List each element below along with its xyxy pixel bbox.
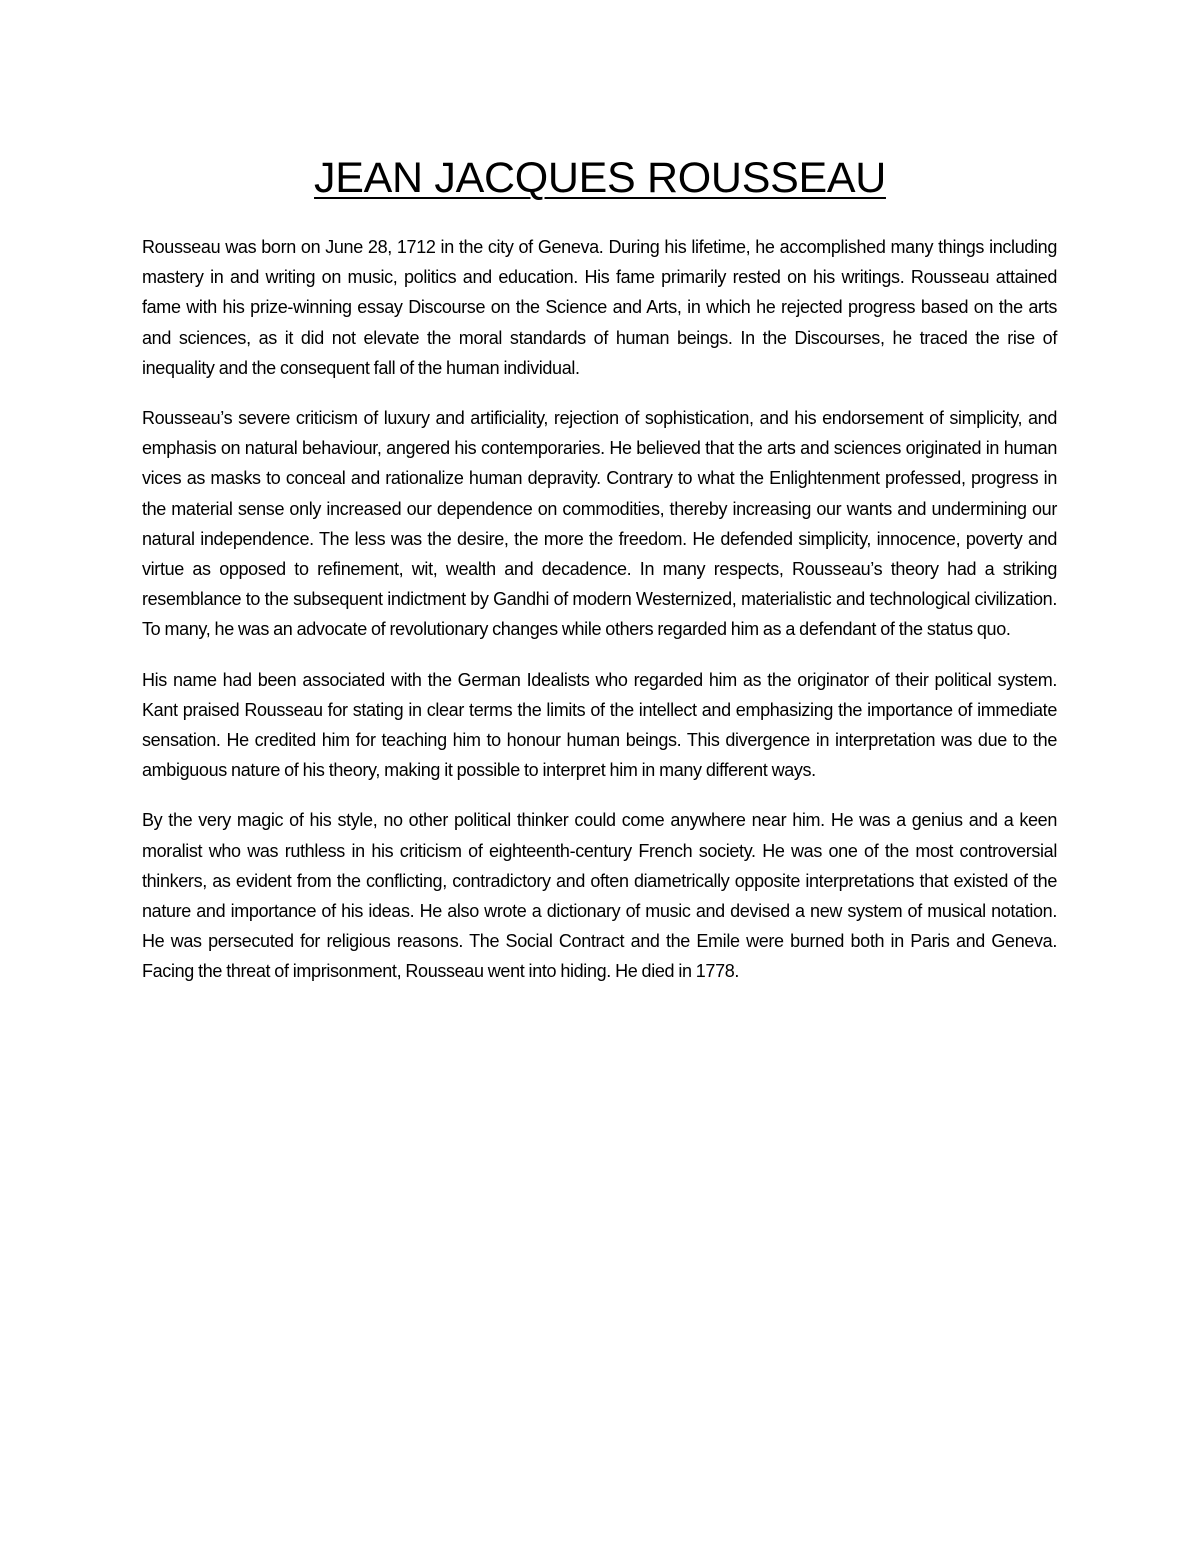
paragraph-german-idealists: His name had been associated with the German Idealists who regarded him as the originator of their political system. Kant praised Rousseau for stating in clear terms the limits of the intellect and emphasizing the importance of immediate sensation. He credited him for teaching him to honour human beings. This divergence in interpretation was due to the ambiguous nature of his theory, making it possible to interpret him in many different ways.	[142, 669, 1057, 781]
paragraph-criticism-of-luxury: Rousseau’s severe criticism of luxury and artificiality, rejection of sophistication, and his endorsement of simplicity, and emphasis on natural behaviour, angered his contemporaries. He believed that the arts and sciences originated in human vices as masks to conceal and rationalize human depravity. Contrary to what the Enlightenment professed, progress in the material sense only increased our dependence on commodities, thereby increasing our wants and undermining our natural independence. The less was the desire, the more the freedom. He defended simplicity, innocence, poverty and virtue as opposed to refinement, wit, wealth and decadence. In many respects, Rousseau’s theory had a striking resemblance to the subsequent indictment by Gandhi of modern Westernized, materialistic and technological civilization. To many, he was an advocate of revolutionary changes while others regarded him as a defendant of the status quo.	[142, 408, 1057, 640]
paragraph-style-and-legacy: By the very magic of his style, no other political thinker could come anywhere near him. He was a genius and a keen moralist who was ruthless in his criticism of eighteenth-century French society. He was one of the most controversial thinkers, as evident from the conflicting, contradictory and often diametrically opposite interpretations that existed of the nature and importance of his ideas. He also wrote a dictionary of music and devised a new system of musical notation. He was persecuted for religious reasons. The Social Contract and the Emile were burned both in Paris and Geneva. Facing the threat of imprisonment, Rousseau went into hiding. He died in 1778.	[142, 810, 1057, 982]
document-body	[142, 232, 1057, 1007]
paragraph-birth-and-fame: Rousseau was born on June 28, 1712 in the city of Geneva. During his lifetime, he accomplished many things including mastery in and writing on music, politics and education. His fame primarily rested on his writings. Rousseau attained fame with his prize-winning essay Discourse on the Science and Arts, in which he rejected progress based on the arts and sciences, as it did not elevate the moral standards of human beings. In the Discourses, he traced the rise of inequality and the consequent fall of the human individual.	[142, 237, 1057, 378]
document-title: JEAN JACQUES ROUSSEAU	[314, 154, 886, 202]
